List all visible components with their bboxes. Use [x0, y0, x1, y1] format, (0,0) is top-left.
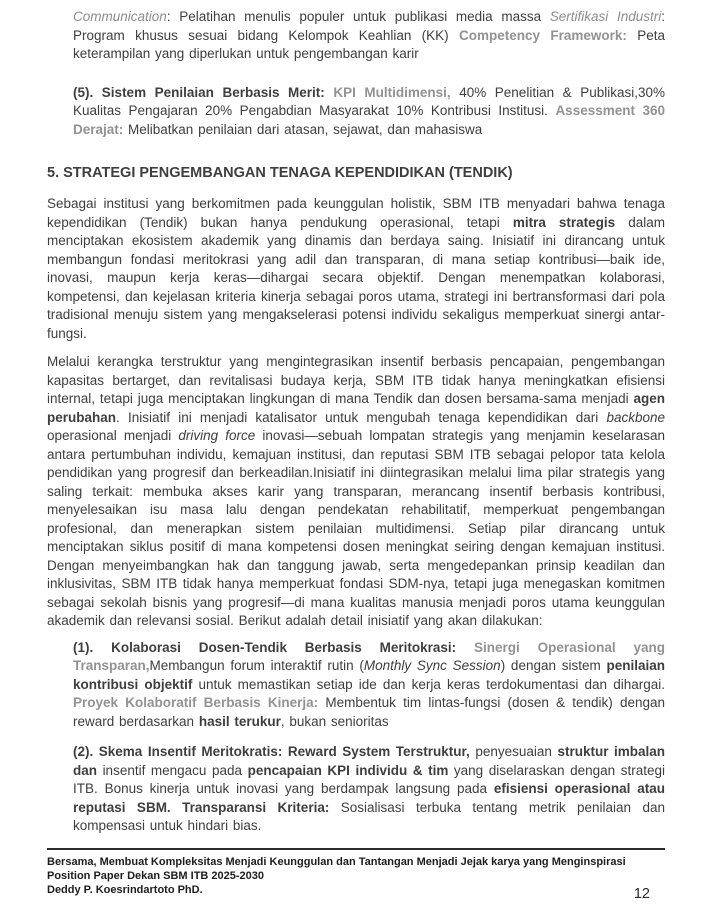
text-run: insentif mengacu pada [102, 762, 248, 778]
text-run: penilaian kontribusi objektif [73, 658, 665, 692]
paragraph-tendik-framework [47, 353, 665, 631]
text-run: 40% Penelitian & Publikasi,30% Kualitas Pengajaran 20% Pengabdian Masyarakat 10% Kontribusi Institusi. [73, 84, 665, 118]
text-run: Membangun forum interaktif rutin ( [149, 658, 364, 673]
text-run: inovasi—sebuah lompatan strategis yang menjamin keselarasan antara pertumbuhan individu, kemajuan institusi, dan reputasi SBM ITB sebagai pelopor tata kelola pendidikan yang progresif dan berkeadilan.Inisiatif ini diintegrasikan melalui lima pilar strategis yang saling terkait: membuka akses karir yang transparan, merancang insentif berbasis kontribusi, menyelesaikan isu masa lalu dengan pendekatan rehabilitatif, memperkuat pengembangan profesional, dan menerapkan sistem penilaian multidimensi. Setiap pilar dirancang untuk menciptakan siklus positif di mana kompetensi dosen meningkat seiring dengan kemajuan institusi. Dengan menyeimbangkan hak dan tanggung jawab, serta mengedepankan prinsip keadilan dan inklusivitas, SBM ITB tidak hanya memperkuat fondasi SDM-nya, tetapi juga menegaskan komitmen sebagai sekolah bisnis yang progresif—di mana kualitas manusia menjadi poros utama keunggulan akademik dan relevansi sosial. Berikut adalah detail inisiatif yang akan dilakukan: [47, 428, 665, 628]
text-run: Sosialisasi terbuka tentang metrik penilaian dan kompensasi untuk hindari bias. [73, 799, 665, 833]
text-run: agen perubahan [47, 391, 665, 425]
text-run: : Program khusus sesuai bidang Kelompok Keahlian (KK) [73, 9, 665, 43]
text-run: Monthly Sync Session [363, 658, 501, 673]
text-run: ) dengan sistem [500, 658, 607, 673]
page-footer [47, 848, 665, 897]
text-run: . Inisiatif ini menjadi katalisator untuk mengubah tenaga kependidikan dari [116, 409, 607, 425]
text-run: dalam menciptakan ekosistem akademik yang dinamis dan berdaya saing. Inisiatif ini dirancang untuk membangun fondasi meritokrasi yang adil dan transparan, di mana setiap kontribusi—baik ide, inovasi, maupun kerja keras—dihargai secara objektif. Dengan menempatkan kolaborasi, kompetensi, dan kejelasan kriteria kinerja sebagai poros utama, strategi ini bertransformasi dari pola tradisional menuju sistem yang mengakselerasi potensi individu sekaligus memperkuat sinergi antar-fungsi. [47, 214, 665, 341]
text-run: : Pelatihan menulis populer untuk publikasi media massa [166, 9, 550, 24]
text-run: Melibatkan penilaian dari atasan, sejawat, dan mahasiswa [128, 121, 483, 137]
footer-document-title: Position Paper Dekan SBM ITB 2025-2030 [47, 870, 265, 882]
text-run: Assessment 360 Derajat: [73, 103, 665, 137]
text-run: Melalui kerangka terstruktur yang mengintegrasikan insentif berbasis pencapaian, pengembangan kapasitas bertarget, dan revitalisasi budaya kerja, SBM ITB tidak hanya meningkatkan efisiensi internal, tetapi juga menciptakan lingkungan di mana Tendik dan dosen bersama-sama menjadi [47, 354, 665, 406]
text-run: (5). Sistem Penilaian Berbasis Merit: [73, 84, 334, 100]
text-run: Competency Framework: [459, 27, 638, 43]
text-run: Sebagai institusi yang berkomitmen pada keunggulan holistik, SBM ITB menyadari bahwa tenaga kependidikan (Tendik) bukan hanya pendukung operasional, tetapi [47, 196, 665, 230]
paragraph-communication-certification [47, 8, 665, 64]
text-run: Membentuk tim lintas-fungsi (dosen & tendik) dengan reward berdasarkan [73, 695, 666, 729]
section-heading-tendik-strategy: 5. STRATEGI PENGEMBANGAN TENAGA KEPENDIDIKAN (TENDIK) [47, 165, 513, 181]
footer-tagline: Bersama, Membuat Kompleksitas Menjadi Keunggulan dan Tantangan Menjadi Jejak karya yang Menginspirasi [47, 856, 626, 868]
text-run: Proyek Kolaboratif Berbasis Kinerja: [73, 695, 326, 710]
paragraph-tendik-intro [47, 195, 665, 343]
text-run: untuk memastikan setiap ide dan kerja keras terdokumentasi dan dihargai. [192, 676, 665, 692]
paragraph-item-5-merit-assessment [47, 84, 665, 140]
text-run: backbone [606, 409, 665, 425]
text-run: yang diselaraskan dengan strategi ITB. Bonus kinerja untuk inovasi yang berdampak langsung pada [73, 762, 665, 796]
text-run: pencapaian KPI individu & tim [247, 762, 449, 778]
page-number: 12 [633, 886, 650, 902]
text-run: penyesuaian [475, 744, 558, 759]
text-run: mitra strategis [512, 214, 616, 230]
text-run: Sinergi Operasional yang Transparan, [73, 639, 665, 673]
text-run: Sertifikasi Industri [549, 9, 662, 24]
text-run: efisiensi operasional atau reputasi SBM. Transparansi Kriteria: [73, 781, 665, 815]
text-run: struktur imbalan dan [73, 744, 666, 778]
text-run: Communication [73, 9, 167, 24]
text-run: (1). Kolaborasi Dosen-Tendik Berbasis Meritokrasi: [73, 639, 475, 655]
text-run: KPI Multidimensi, [333, 84, 460, 100]
paragraph-item-1-collaboration [47, 639, 665, 732]
text-run: (2). Skema Insentif Meritokratis: Reward System Terstruktur, [73, 744, 476, 759]
text-run: hasil terukur [198, 713, 281, 729]
footer-author: Deddy P. Koesrindartoto PhD. [47, 884, 203, 896]
document-content [47, 0, 665, 836]
paragraph-item-2-incentive-scheme [47, 743, 665, 836]
text-run: operasional menjadi [47, 428, 179, 443]
text-run: driving force [178, 428, 256, 443]
text-run: , bukan senioritas [280, 713, 389, 729]
text-run: Peta keterampilan yang diperlukan untuk pengembangan karir [73, 27, 666, 61]
